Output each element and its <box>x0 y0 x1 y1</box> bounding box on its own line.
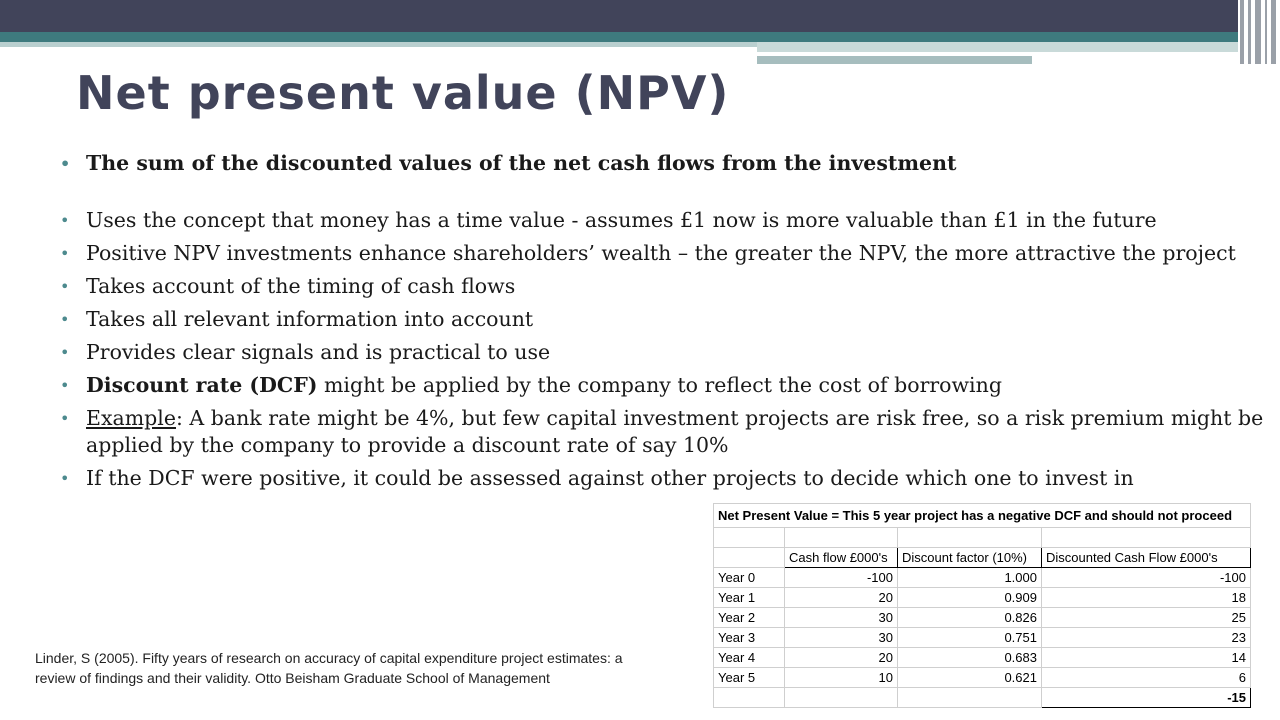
cell-discount-factor: 0.751 <box>898 628 1042 648</box>
cell-discount-factor: 0.826 <box>898 608 1042 628</box>
cell-discount-factor: 0.683 <box>898 648 1042 668</box>
cell-cash-flow: 30 <box>785 608 898 628</box>
bullet-definition: • The sum of the discounted values of the net cash flows from the investment <box>60 150 1265 177</box>
header-light-bar-left <box>0 42 757 47</box>
table-caption: Net Present Value = This 5 year project has a negative DCF and should not proceed <box>714 504 1251 528</box>
row-label: Year 2 <box>714 608 785 628</box>
bullet-dcf-positive: • If the DCF were positive, it could be assessed against other projects to decide which one to invest in <box>60 465 1265 492</box>
table-header-row <box>714 548 1251 568</box>
col-header-discount-factor: Discount factor (10%) <box>898 548 1042 568</box>
citation: Linder, S (2005). Fifty years of research on accuracy of capital expenditure project estimates: a review of findings and their validity. Otto Beisham Graduate School of Management <box>35 650 623 686</box>
table-caption-row <box>714 504 1251 528</box>
cell-dcf: -100 <box>1042 568 1251 588</box>
table-row <box>714 568 1251 588</box>
bullet-time-value: • Uses the concept that money has a time value - assumes £1 now is more valuable than £1 in the future <box>60 207 1265 234</box>
cell-dcf: 14 <box>1042 648 1251 668</box>
header-white-line <box>757 52 1187 54</box>
bullet-list <box>60 150 1265 498</box>
table-row <box>714 668 1251 688</box>
bullet-relevant-info: • Takes all relevant information into account <box>60 306 1265 333</box>
bullet-positive-npv: • Positive NPV investments enhance shareholders’ wealth – the greater the NPV, the more attractive the project <box>60 240 1265 267</box>
cell-dcf: 25 <box>1042 608 1251 628</box>
header-dark-bar <box>0 0 1238 32</box>
cell-dcf: 6 <box>1042 668 1251 688</box>
row-label: Year 1 <box>714 588 785 608</box>
header-light-bar-right <box>757 42 1238 52</box>
cell-discount-factor: 1.000 <box>898 568 1042 588</box>
bullet-clear-signals: • Provides clear signals and is practical to use <box>60 339 1265 366</box>
row-label: Year 5 <box>714 668 785 688</box>
cell-cash-flow: 20 <box>785 648 898 668</box>
col-header-cash-flow: Cash flow £000's <box>785 548 898 568</box>
bullet-example: • Example: A bank rate might be 4%, but few capital investment projects are risk free, so a risk premium might be applied by the company to provide a discount rate of say 10% <box>60 405 1265 459</box>
slide-title: Net present value (NPV) <box>76 66 730 120</box>
bullet-timing: • Takes account of the timing of cash flows <box>60 273 1265 300</box>
row-label: Year 4 <box>714 648 785 668</box>
row-label: Year 3 <box>714 628 785 648</box>
table-row <box>714 648 1251 668</box>
cell-cash-flow: 30 <box>785 628 898 648</box>
npv-table <box>713 503 1251 708</box>
header-teal-bar <box>0 32 1238 42</box>
cell-cash-flow: -100 <box>785 568 898 588</box>
bullet-discount-rate: • Discount rate (DCF) might be applied by the company to reflect the cost of borrowing <box>60 372 1265 399</box>
cell-cash-flow: 10 <box>785 668 898 688</box>
cell-discount-factor: 0.621 <box>898 668 1042 688</box>
table-row <box>714 608 1251 628</box>
table-total-row <box>714 688 1251 708</box>
cell-cash-flow: 20 <box>785 588 898 608</box>
cell-discount-factor: 0.909 <box>898 588 1042 608</box>
cell-dcf: 23 <box>1042 628 1251 648</box>
col-header-discounted-cash-flow: Discounted Cash Flow £000's <box>1042 548 1251 568</box>
table-row <box>714 588 1251 608</box>
table-row <box>714 628 1251 648</box>
row-label: Year 0 <box>714 568 785 588</box>
header-light-bar-lower <box>757 56 1032 64</box>
table-blank-row <box>714 528 1251 548</box>
header-stripes <box>1238 0 1280 64</box>
cell-total-npv: -15 <box>1042 688 1251 708</box>
cell-dcf: 18 <box>1042 588 1251 608</box>
